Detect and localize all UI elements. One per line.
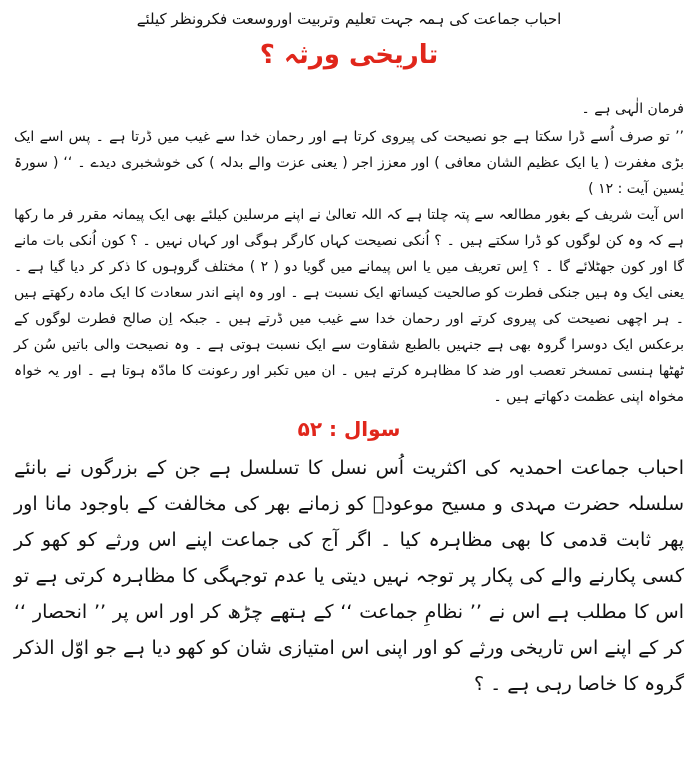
question-text: احباب جماعت احمدیہ کی اکثریت اُس نسل کا تسلسل ہے جن کے بزرگوں نے بانئے سلسلہ حضرت مہدی و مسیح موعودؑ کو زمانے بھر کی مخالفت کے باوجود مانا اور پھر ثابت قدمی کا بھی مظاہرہ کیا ۔ اگر آج کی جماعت اپنے اس ورثے کو کھو کر کسی پکارنے والے کی پکار پر توجہ نہیں دیتی یا عدم توجہگی کا مظاہرہ کرتی ہے تو اس کا مطلب ہے اس نے ’’ نظامِ جماعت ‘‘ کے ہتھے چڑھ کر اور اس پر ’’ انحصار ‘‘ کر کے اپنے اس تاریخی ورثے کو اور اپنی اس امتیازی شان کو کھو دیا ہے جو اوّل الذکر گروہ کا خاصا رہی ہے ۔ ؟: [14, 457, 684, 695]
page-title: تاریخی ورثہ ؟: [259, 40, 439, 70]
question-heading: سوال : ۵۲: [297, 417, 401, 441]
page-header: احباب جماعت کی ہمہ جہت تعلیم وتربیت اوروسعت فکرونظر کیلئے: [136, 10, 562, 28]
intro-line: فرمان الٰہی ہے ۔: [581, 101, 684, 117]
quran-quote: ’’ تو صرف اُسے ڈرا سکتا ہے جو نصیحت کی پیروی کرتا ہے اور رحمان خدا سے غیب میں ڈرتا ہے ۔ پس اسے ایک بڑی مغفرت ( یا ایک عظیم الشان معافی ) اور معزز اجر ( یعنی عزت والے بدلہ ) کی خوشخبری دیدے ۔ ‘‘ ( سورۃ یٰسین آیت : ۱۲ ): [14, 129, 684, 197]
commentary-paragraph: اس آیت شریف کے بغور مطالعہ سے پتہ چلتا ہے کہ اللہ تعالیٰ نے اپنے مرسلین کیلئے بھی ایک پیمانہ مقرر فر ما رکھا ہے کہ وہ کن لوگوں کو ڈرا سکتے ہیں ۔ ؟ اُنکی نصیحت کہاں کارگر ہوگی اور کہاں نہیں ۔ ؟ کون اُنکی بات مانے گا اور کون جھٹلائے گا ۔ ؟ اِس تعریف میں یا اس پیمانے میں گویا دو ( ۲ ) مختلف گروہوں کا ذکر کر دیا گیا ہے ۔ یعنی ایک وہ ہیں جنکی فطرت کو صالحیت کیساتھ ایک نسبت ہے ۔ اور وہ اپنے اندر سعادت کا ایک مادہ رکھتے ہیں ۔ ہر اچھی نصیحت کی پیروی کرتے اور رحمان خدا سے غیب میں ڈرتے ہیں ۔ جبکہ اِن صالح فطرت لوگوں کے برعکس ایک دوسرا گروہ بھی ہے جنہیں بالطبع شقاوت سے ایک نسبت ہوتی ہے ۔ وہ نصیحت والی باتیں سُن کر ٹھٹھا ہنسی تمسخر تعصب اور ضد کا مظاہرہ کرتے ہیں ۔ ان میں تکبر اور رعونت کا مادّہ ہوتا ہے ۔ اور یہ خواہ مخواہ اپنی عظمت دکھاتے ہیں ۔: [14, 207, 684, 405]
